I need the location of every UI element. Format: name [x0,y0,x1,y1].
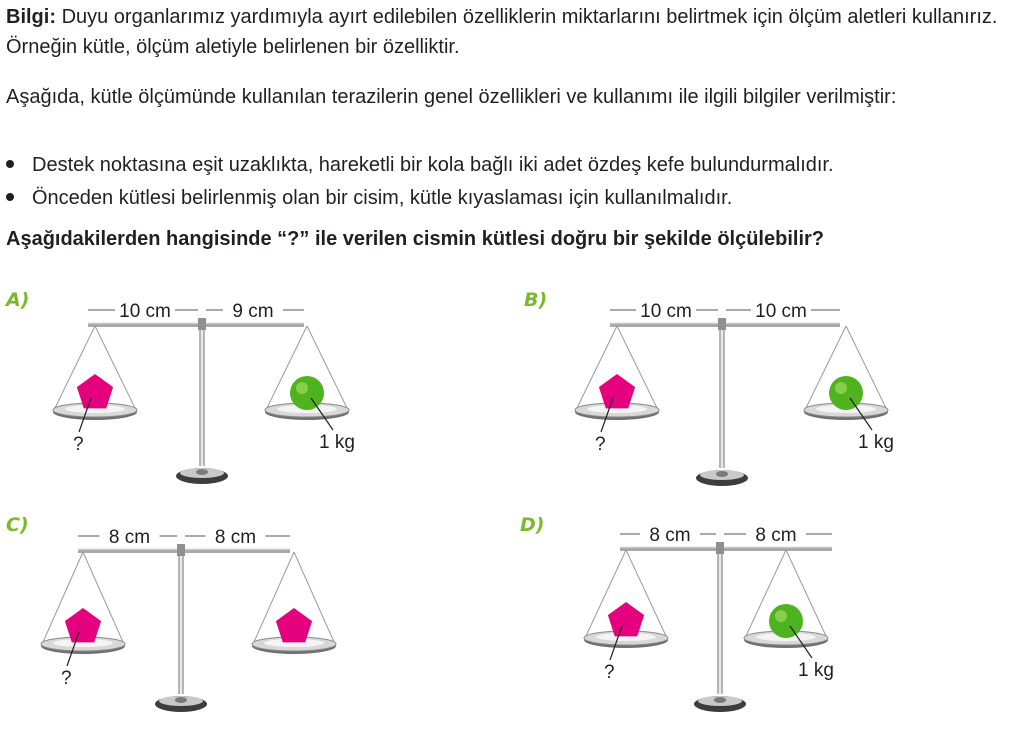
option-b-letter[interactable]: B) [524,289,548,311]
pivot-point [177,544,185,556]
scale-base [694,696,746,712]
left-arm-length-label: 8 cm [108,527,151,548]
unknown-object-label: ? [595,434,606,455]
left-object-pentagon-icon [65,608,101,642]
right-object-ball-icon [290,376,324,410]
pivot-point [718,318,726,330]
known-mass-label: 1 kg [798,660,834,681]
option-a-letter[interactable]: A) [6,289,30,311]
left-object-pentagon-icon [599,374,635,408]
option-d-letter[interactable]: D) [520,514,545,536]
option-c-scale[interactable] [30,526,360,731]
right-object-ball-icon [829,376,863,410]
info-paragraph [6,2,1018,62]
left-arm-length-label: 10 cm [119,301,171,322]
bullet-text-1: Destek noktasına eşit uzaklıkta, hareketli bir kola bağlı iki adet özdeş kefe bulundurmalıdır. [32,154,834,176]
question-text: Aşağıdakilerden hangisinde “?” ile verilen cismin kütlesi doğru bir şekilde ölçülebilir? [6,228,824,250]
unknown-object-label: ? [61,668,72,689]
right-object-pentagon-icon [276,608,312,642]
pivot-point [198,318,206,330]
left-arm-length-label: 8 cm [649,525,691,546]
option-b-scale[interactable] [560,296,894,501]
intro-paragraph: Aşağıda, kütle ölçümünde kullanılan terazilerin genel özellikleri ve kullanımı ile ilgili bilgiler verilmiştir: [6,86,897,108]
right-arm-length-label: 10 cm [755,301,807,322]
right-arm-length-label: 9 cm [232,301,274,322]
known-mass-label: 1 kg [858,432,894,453]
right-arm-length-label: 8 cm [214,527,257,548]
option-a-scale[interactable] [40,296,370,501]
unknown-object-label: ? [73,434,84,455]
bullet-item-1 [6,150,834,180]
known-mass-label: 1 kg [319,432,355,453]
info-label: Bilgi: [6,6,56,28]
info-text: Duyu organlarımız yardımıyla ayırt edilebilen özelliklerin miktarlarını belirtmek için ölçüm aletleri kullanırız. Örneğin kütle, ölçüm aletiyle belirlenen bir özelliktir. [6,6,998,58]
pivot-point [716,542,724,554]
scale-base [176,468,228,484]
left-arm-length-label: 10 cm [640,301,692,322]
option-d-scale[interactable] [570,524,900,729]
left-object-pentagon-icon [77,374,113,408]
bullet-item-2 [6,183,732,213]
right-object-ball-icon [769,604,803,638]
bullet-text-2: Önceden kütlesi belirlenmiş olan bir cisim, kütle kıyaslaması için kullanılmalıdır. [32,187,733,209]
bullet-dot-icon [6,160,14,168]
unknown-object-label: ? [604,662,615,683]
left-object-pentagon-icon [608,602,644,636]
option-c-letter[interactable]: C) [6,514,29,536]
scale-base [155,696,207,712]
bullet-dot-icon [6,193,14,201]
right-arm-length-label: 8 cm [755,525,797,546]
scale-base [696,470,748,486]
